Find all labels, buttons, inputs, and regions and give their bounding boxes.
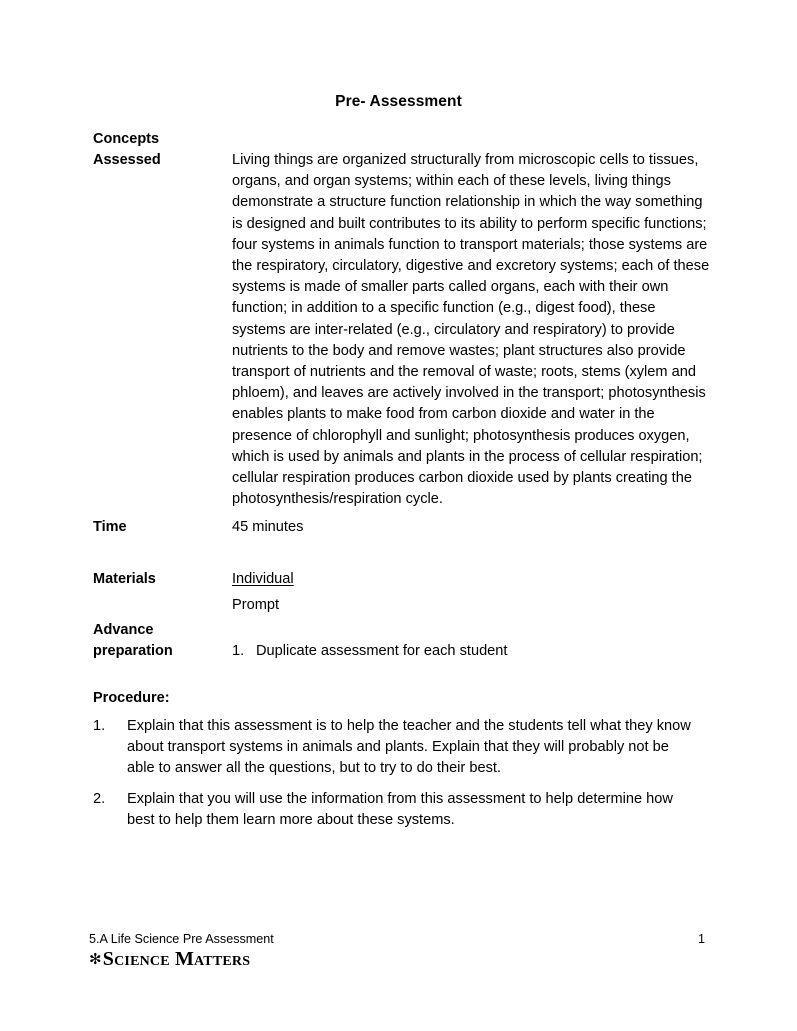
time-value: 45 minutes [232, 519, 304, 535]
advance-preparation-label-line2: preparation [93, 643, 173, 659]
time-label: Time [93, 519, 127, 535]
page-footer [0, 931, 797, 991]
materials-value [232, 569, 713, 616]
procedure-heading: Procedure: [93, 690, 170, 706]
advance-preparation-label [93, 620, 228, 662]
list-item [93, 716, 697, 780]
science-matters-logo [89, 948, 250, 970]
asterisk-flower-icon: ✻ [89, 950, 102, 968]
procedure-list [93, 716, 697, 831]
concepts-assessed-label-line2: Assessed [93, 152, 161, 168]
advance-preparation-list [232, 641, 713, 662]
concepts-assessed-label-line1: Concepts [93, 131, 160, 147]
page-title: Pre- Assessment [335, 93, 462, 110]
concepts-assessed-text: Living things are organized structurally from microscopic cells to tissues, organs, and organ systems; within each of these levels, living things demonstrate a structure function relationship in which the way something is designed and built contributes to its ability to perform specific functions; four systems in animals function to transport materials; those systems are the respiratory, circulatory, digestive and excretory systems; each of these systems is made of smaller parts called organs, each with their own function; in addition to a specific function (e.g., digest food), these systems are inter-related (e.g., circulatory and respiratory) to provide nutrients to the body and remove wastes; plant structures also provide transport of nutrients and the removal of waste; roots, stems (xylem and phloem), and leaves are actively involved in the transport; photosynthesis enables plants to make food from carbon dioxide and water in the presence of chlorophyll and sunlight; photosynthesis produces oxygen, which is used by animals and plants in the process of cellular respiration; cellular respiration produces carbon dioxide used by plants creating the photosynthesis/respiration cycle. [232, 152, 710, 508]
materials-group-heading: Individual [232, 571, 294, 587]
footer-document-id: 5.A Life Science Pre Assessment [89, 932, 274, 946]
list-item-text: Duplicate assessment for each student [256, 643, 508, 659]
science-matters-logo-text: Science Matters [102, 948, 251, 970]
footer-page-number: 1 [697, 932, 705, 946]
advance-preparation-label-line1: Advance [93, 622, 154, 638]
materials-item: Prompt [232, 597, 280, 614]
list-item-text: Explain that you will use the information from this assessment to help determine how best to help them learn more about these systems. [127, 790, 673, 828]
list-item [232, 641, 713, 662]
list-item [93, 789, 697, 831]
materials-label: Materials [93, 571, 156, 587]
concepts-assessed-label [93, 129, 228, 171]
list-item-number: 1. [93, 718, 106, 734]
list-item-text: Explain that this assessment is to help the teacher and the students tell what they know about transport systems in animals and plants. Explain that they will probably not be able to answer all the questions, but to try to do their best. [127, 718, 691, 777]
list-item-number: 2. [93, 790, 106, 807]
list-item-number: 1. [232, 643, 245, 659]
